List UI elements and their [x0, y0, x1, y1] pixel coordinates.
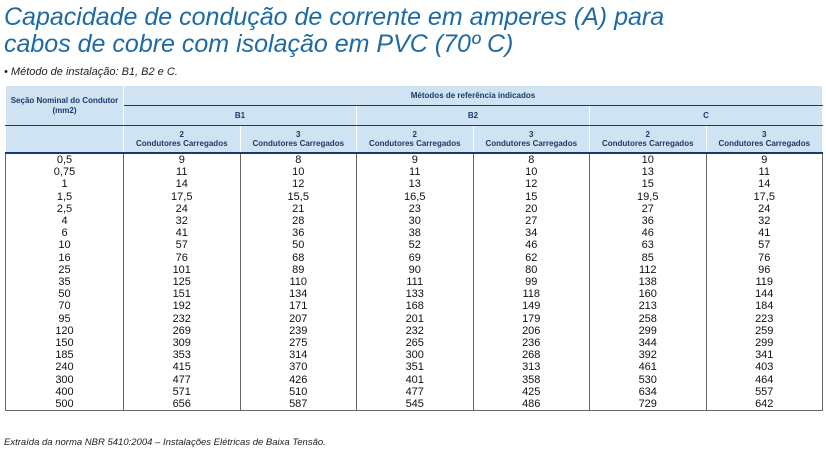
- ampacity-cell: 15: [590, 178, 707, 190]
- ampacity-cell: 314: [240, 349, 357, 361]
- ampacity-cell: 239: [240, 325, 357, 337]
- ampacity-cell: 11: [124, 166, 241, 178]
- subheader-label: Condutores Carregados: [718, 139, 811, 148]
- table-row: [6, 191, 823, 203]
- ampacity-cell: 21: [240, 203, 357, 215]
- ampacity-cell: 151: [124, 288, 241, 300]
- ampacity-cell: 52: [357, 239, 474, 251]
- section-cell: 16: [6, 252, 124, 264]
- section-cell: 4: [6, 215, 124, 227]
- subheader-count: 2: [179, 130, 184, 139]
- section-cell: 70: [6, 300, 124, 312]
- section-cell: 50: [6, 288, 124, 300]
- ampacity-cell: 90: [357, 264, 474, 276]
- ampacity-cell: 133: [357, 288, 474, 300]
- ampacity-cell: 20: [473, 203, 590, 215]
- ampacity-cell: 351: [357, 361, 474, 373]
- subheader-cell: [240, 126, 357, 154]
- ampacity-cell: 50: [240, 239, 357, 251]
- section-cell: 400: [6, 386, 124, 398]
- ampacity-cell: 634: [590, 386, 707, 398]
- ampacity-cell: 268: [473, 349, 590, 361]
- ampacity-cell: 461: [590, 361, 707, 373]
- ampacity-cell: 80: [473, 264, 590, 276]
- ampacity-cell: 258: [590, 313, 707, 325]
- table-row: [6, 288, 823, 300]
- ampacity-cell: 236: [473, 337, 590, 349]
- ampacity-cell: 34: [473, 227, 590, 239]
- method-header-c: C: [590, 106, 823, 126]
- ampacity-cell: 729: [590, 398, 707, 411]
- ampacity-cell: 213: [590, 300, 707, 312]
- table-row: [6, 374, 823, 386]
- section-cell: 240: [6, 361, 124, 373]
- ampacity-cell: 23: [357, 203, 474, 215]
- table-row: [6, 203, 823, 215]
- ampacity-cell: 99: [473, 276, 590, 288]
- subheader-count: 2: [412, 130, 417, 139]
- ampacity-cell: 9: [706, 153, 823, 166]
- table-row: [6, 215, 823, 227]
- table-header: [6, 86, 823, 154]
- subheader-label: Condutores Carregados: [601, 139, 694, 148]
- ampacity-cell: 425: [473, 386, 590, 398]
- subheader-count: 2: [645, 130, 650, 139]
- ampacity-cell: 299: [706, 337, 823, 349]
- ampacity-cell: 15,5: [240, 191, 357, 203]
- ampacity-cell: 41: [706, 227, 823, 239]
- subheader-cell: [590, 126, 707, 154]
- ampacity-cell: 313: [473, 361, 590, 373]
- ampacity-cell: 259: [706, 325, 823, 337]
- ampacity-cell: 27: [473, 215, 590, 227]
- ampacity-cell: 464: [706, 374, 823, 386]
- ampacity-cell: 477: [124, 374, 241, 386]
- table-row: [6, 361, 823, 373]
- ampacity-cell: 403: [706, 361, 823, 373]
- ampacity-cell: 32: [124, 215, 241, 227]
- ampacity-cell: 96: [706, 264, 823, 276]
- subheader-count: 3: [762, 130, 767, 139]
- ampacity-cell: 642: [706, 398, 823, 411]
- ampacity-cell: 299: [590, 325, 707, 337]
- ampacity-cell: 370: [240, 361, 357, 373]
- ampacity-cell: 30: [357, 215, 474, 227]
- ampacity-cell: 10: [473, 166, 590, 178]
- ampacity-cell: 46: [473, 239, 590, 251]
- ampacity-cell: 486: [473, 398, 590, 411]
- ampacity-cell: 10: [240, 166, 357, 178]
- ampacity-cell: 353: [124, 349, 241, 361]
- table-row: [6, 264, 823, 276]
- ampacity-cell: 426: [240, 374, 357, 386]
- ampacity-cell: 125: [124, 276, 241, 288]
- ampacity-cell: 68: [240, 252, 357, 264]
- ampacity-cell: 101: [124, 264, 241, 276]
- ampacity-cell: 24: [124, 203, 241, 215]
- ampacity-cell: 24: [706, 203, 823, 215]
- ampacity-cell: 300: [357, 349, 474, 361]
- section-cell: 35: [6, 276, 124, 288]
- ampacity-cell: 510: [240, 386, 357, 398]
- ampacity-cell: 415: [124, 361, 241, 373]
- ampacity-cell: 14: [124, 178, 241, 190]
- ampacity-cell: 223: [706, 313, 823, 325]
- table-row: [6, 386, 823, 398]
- ampacity-cell: 38: [357, 227, 474, 239]
- ampacity-cell: 27: [590, 203, 707, 215]
- section-cell: 500: [6, 398, 124, 411]
- ampacity-cell: 358: [473, 374, 590, 386]
- section-cell: 0,5: [6, 153, 124, 166]
- ampacity-cell: 138: [590, 276, 707, 288]
- table-row: [6, 337, 823, 349]
- ampacity-cell: 201: [357, 313, 474, 325]
- ampacity-cell: 179: [473, 313, 590, 325]
- ampacity-cell: 344: [590, 337, 707, 349]
- ampacity-cell: 16,5: [357, 191, 474, 203]
- ampacity-cell: 32: [706, 215, 823, 227]
- ampacity-cell: 17,5: [124, 191, 241, 203]
- column-header-section: Seção Nominal do Condutor (mm2): [6, 86, 124, 126]
- ampacity-cell: 41: [124, 227, 241, 239]
- ampacity-cell: 36: [240, 227, 357, 239]
- ampacity-cell: 571: [124, 386, 241, 398]
- section-cell: 95: [6, 313, 124, 325]
- section-cell: 2,5: [6, 203, 124, 215]
- method-header-b2: B2: [357, 106, 590, 126]
- ampacity-cell: 232: [124, 313, 241, 325]
- section-cell: 1,5: [6, 191, 124, 203]
- ampacity-cell: 28: [240, 215, 357, 227]
- subheader-label: Condutores Carregados: [368, 139, 461, 148]
- table-row: [6, 153, 823, 166]
- section-cell: 0,75: [6, 166, 124, 178]
- section-cell: 6: [6, 227, 124, 239]
- subheader-spacer: [6, 126, 124, 154]
- ampacity-cell: 545: [357, 398, 474, 411]
- subheader-cell: [706, 126, 823, 154]
- subheader-cell: [473, 126, 590, 154]
- ampacity-cell: 57: [124, 239, 241, 251]
- ampacity-cell: 9: [357, 153, 474, 166]
- ampacity-cell: 118: [473, 288, 590, 300]
- ampacity-cell: 11: [357, 166, 474, 178]
- ampacity-cell: 530: [590, 374, 707, 386]
- table-row: [6, 325, 823, 337]
- ampacity-cell: 10: [590, 153, 707, 166]
- ampacity-cell: 14: [706, 178, 823, 190]
- section-cell: 185: [6, 349, 124, 361]
- ampacity-cell: 46: [590, 227, 707, 239]
- ampacity-cell: 12: [473, 178, 590, 190]
- column-group-header: Métodos de referência indicados: [124, 86, 823, 106]
- ampacity-cell: 275: [240, 337, 357, 349]
- ampacity-cell: 160: [590, 288, 707, 300]
- table-row: [6, 227, 823, 239]
- table-row: [6, 166, 823, 178]
- method-header-b1: B1: [124, 106, 357, 126]
- ampacity-cell: 76: [124, 252, 241, 264]
- ampacity-cell: 63: [590, 239, 707, 251]
- ampacity-cell: 144: [706, 288, 823, 300]
- table-row: [6, 300, 823, 312]
- table-row: [6, 398, 823, 411]
- source-note: Extraída da norma NBR 5410:2004 – Instalações Elétricas de Baixa Tensão.: [4, 437, 326, 448]
- ampacity-cell: 149: [473, 300, 590, 312]
- ampacity-cell: 8: [473, 153, 590, 166]
- table-row: [6, 252, 823, 264]
- ampacity-cell: 12: [240, 178, 357, 190]
- page-title: [4, 4, 824, 58]
- ampacity-cell: 392: [590, 349, 707, 361]
- ampacity-cell: 171: [240, 300, 357, 312]
- installation-method-note: • Método de instalação: B1, B2 e C.: [4, 66, 178, 78]
- ampacity-cell: 36: [590, 215, 707, 227]
- title-line-1: Capacidade de condução de corrente em amperes (A) para: [4, 3, 665, 31]
- ampacity-cell: 401: [357, 374, 474, 386]
- ampacity-cell: 11: [706, 166, 823, 178]
- section-cell: 150: [6, 337, 124, 349]
- subheader-label: Condutores Carregados: [485, 139, 578, 148]
- ampacity-cell: 265: [357, 337, 474, 349]
- table-row: [6, 239, 823, 251]
- section-cell: 10: [6, 239, 124, 251]
- ampacity-cell: 13: [357, 178, 474, 190]
- section-cell: 300: [6, 374, 124, 386]
- subheader-cell: [357, 126, 474, 154]
- subheader-count: 3: [296, 130, 301, 139]
- ampacity-cell: 557: [706, 386, 823, 398]
- ampacity-cell: 69: [357, 252, 474, 264]
- table-body: [6, 153, 823, 411]
- table-row: [6, 178, 823, 190]
- ampacity-cell: 207: [240, 313, 357, 325]
- section-cell: 120: [6, 325, 124, 337]
- subheader-label: Condutores Carregados: [252, 139, 345, 148]
- ampacity-cell: 656: [124, 398, 241, 411]
- ampacity-cell: 13: [590, 166, 707, 178]
- ampacity-cell: 111: [357, 276, 474, 288]
- ampacity-cell: 62: [473, 252, 590, 264]
- ampacity-cell: 110: [240, 276, 357, 288]
- ampacity-cell: 269: [124, 325, 241, 337]
- ampacity-table: [5, 85, 823, 411]
- ampacity-cell: 119: [706, 276, 823, 288]
- ampacity-cell: 206: [473, 325, 590, 337]
- ampacity-cell: 192: [124, 300, 241, 312]
- ampacity-cell: 8: [240, 153, 357, 166]
- ampacity-cell: 587: [240, 398, 357, 411]
- ampacity-cell: 112: [590, 264, 707, 276]
- subheader-label: Condutores Carregados: [135, 139, 228, 148]
- ampacity-cell: 168: [357, 300, 474, 312]
- ampacity-cell: 76: [706, 252, 823, 264]
- ampacity-cell: 477: [357, 386, 474, 398]
- ampacity-cell: 89: [240, 264, 357, 276]
- table-row: [6, 276, 823, 288]
- ampacity-cell: 309: [124, 337, 241, 349]
- ampacity-cell: 184: [706, 300, 823, 312]
- table-row: [6, 313, 823, 325]
- ampacity-cell: 134: [240, 288, 357, 300]
- table-row: [6, 349, 823, 361]
- ampacity-cell: 85: [590, 252, 707, 264]
- ampacity-cell: 17,5: [706, 191, 823, 203]
- section-cell: 25: [6, 264, 124, 276]
- ampacity-cell: 15: [473, 191, 590, 203]
- title-line-2: cabos de cobre com isolação em PVC (70º C): [4, 30, 514, 58]
- subheader-cell: [124, 126, 241, 154]
- ampacity-cell: 232: [357, 325, 474, 337]
- ampacity-cell: 19,5: [590, 191, 707, 203]
- ampacity-cell: 9: [124, 153, 241, 166]
- ampacity-cell: 341: [706, 349, 823, 361]
- subheader-count: 3: [529, 130, 534, 139]
- section-cell: 1: [6, 178, 124, 190]
- ampacity-cell: 57: [706, 239, 823, 251]
